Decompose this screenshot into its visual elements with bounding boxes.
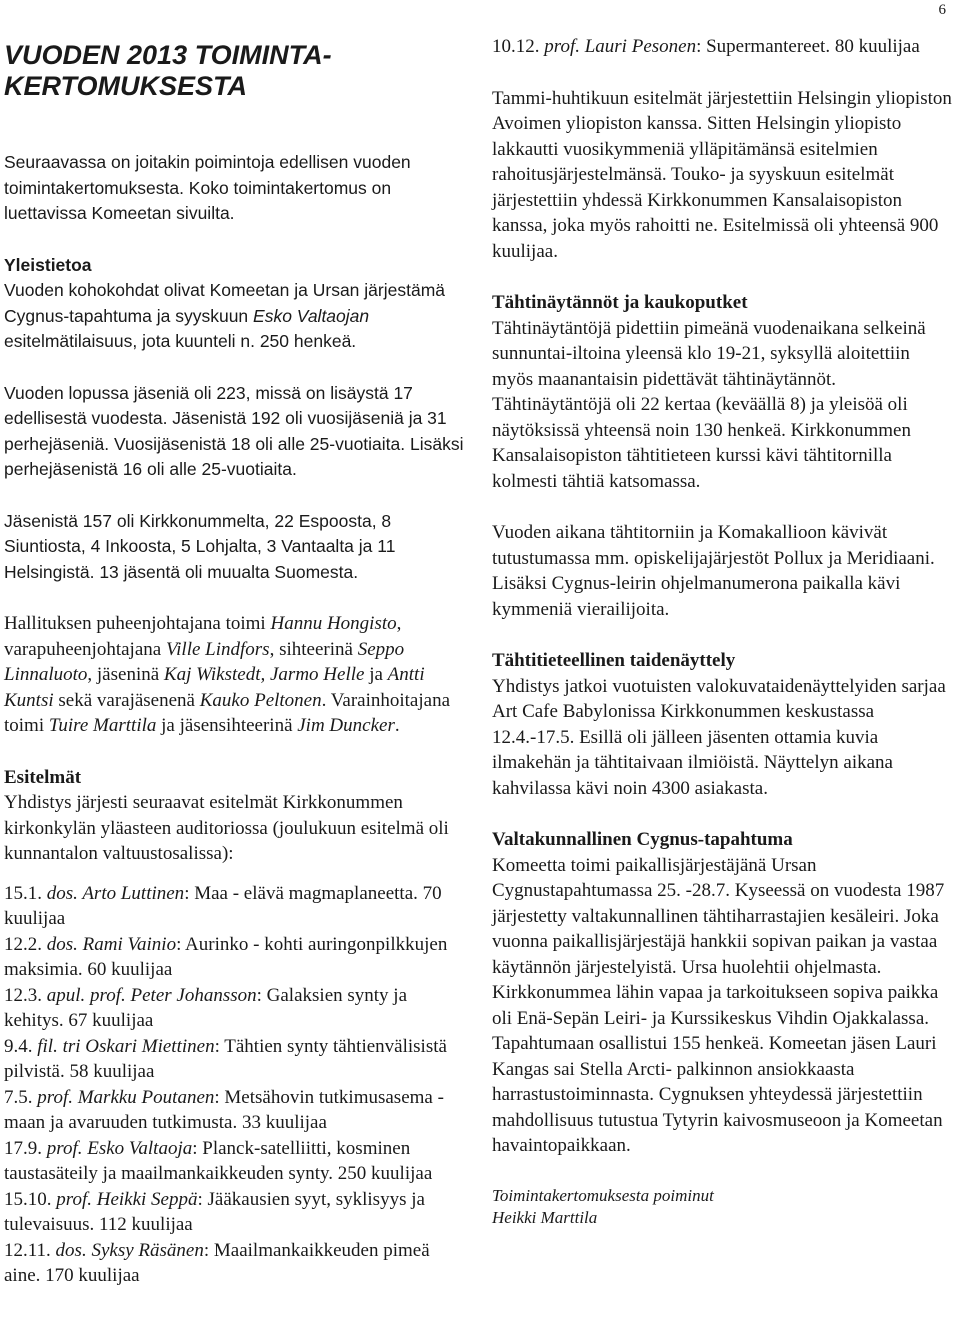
board-vice: Ville Lindfors bbox=[165, 638, 270, 660]
lecture-date: 12.11. bbox=[4, 1239, 56, 1261]
lecture-speaker: Arto Luttinen bbox=[77, 882, 185, 904]
lecture-title: dos. bbox=[46, 882, 78, 904]
board-membership-secretary: Jim Duncker bbox=[297, 715, 395, 736]
intro-paragraph: Seuraavassa on joitakin poimintoja edellisen vuoden toimintakertomuksesta. Koko toimintakertomus on luettavissa Komeetan sivuilta. bbox=[4, 152, 411, 223]
shows-heading: Tähtinäytännöt ja kaukoputket bbox=[492, 292, 748, 313]
lecture-title: prof. bbox=[37, 1086, 73, 1108]
article-title: VUODEN 2013 TOIMINTA-KERTOMUKSESTA bbox=[4, 40, 332, 101]
lecture-topic: : Maa - elävä magmaplaneetta. 70 kuulijaa bbox=[4, 882, 442, 929]
board-secretary: Seppo Linnaluoto bbox=[4, 638, 405, 685]
board-text: . Varainhoitajana toimi bbox=[4, 689, 451, 736]
board-members: Kaj Wikstedt, Jarmo Helle bbox=[163, 664, 365, 685]
lecture-topic: : Aurinko - kohti auringonpilkkujen maksimia. 60 kuulijaa bbox=[4, 933, 448, 980]
lecture-speaker: Syksy Räsänen bbox=[86, 1239, 204, 1261]
board-deputy: Kauko Peltonen bbox=[199, 689, 322, 711]
lecture-topic: : Galaksien synty ja kehitys. 67 kuulijaa bbox=[4, 984, 408, 1031]
visits-paragraph: Vuoden aikana tähtitorniin ja Komakallioon kävivät tutustumassa mm. opiskelijajärjestöt Pollux ja Meridiaani. Lisäksi Cygnus-leirin ohjelmanumerona paikalla kävi kymmeniä vierailijoita. bbox=[492, 522, 935, 620]
general-heading: Yleistietoa bbox=[4, 254, 92, 275]
page-number: 6 bbox=[938, 2, 946, 18]
lecture-topic: : Tähtien synty tähtienvälisistä pilvistä. 58 kuulijaa bbox=[4, 1035, 447, 1082]
lecture-title: apul. prof. bbox=[46, 984, 126, 1006]
lecture-topic: : Supermantereet. 80 kuulijaa bbox=[696, 36, 920, 57]
shows-text: Tähtinäytäntöjä pidettiin pimeänä vuodenaikana selkeinä sunnuntai-iltoina yleensä klo 19-21, syksyllä aloitettiin myös maanantaisin pidettävät tähtinäytännöt. Tähtinäytäntöjä oli 22 kertaa (keväällä 8) ja yleisöä oli näytöksissä yhteensä noin 130 henkeä. Kirkkonummen Kansalaisopiston tähtitieteen kurssi kävi tähtitornilla kolmesti tähtiä katsomassa. bbox=[492, 317, 926, 492]
lecture-speaker: Heikki Seppä bbox=[91, 1188, 198, 1210]
lecture-item bbox=[4, 1034, 466, 1085]
lecture-speaker: Lauri Pesonen bbox=[579, 36, 697, 57]
left-column bbox=[4, 0, 466, 1289]
lecture-date: 15.10. bbox=[4, 1188, 57, 1210]
lecture-speaker: Peter Johansson bbox=[125, 984, 257, 1006]
board-text: Hallituksen puheenjohtajana toimi bbox=[4, 613, 271, 634]
general-name: Esko Valtaojan bbox=[253, 305, 370, 326]
board-text: , jäseninä bbox=[87, 664, 164, 685]
signature bbox=[492, 1185, 954, 1229]
lecture-date: 12.2. bbox=[4, 933, 47, 955]
art-section bbox=[492, 648, 954, 801]
lecture-title: prof. bbox=[544, 36, 580, 57]
lecture-item bbox=[4, 1187, 466, 1238]
right-column bbox=[492, 34, 954, 1255]
members-paragraph-2: Jäsenistä 157 oli Kirkkonummelta, 22 Espoosta, 8 Siuntiosta, 4 Inkoosta, 5 Lohjalta, 3 Vantaalta ja 11 Helsingistä. 13 jäsentä oli muualta Suomesta. bbox=[4, 510, 396, 582]
lecture-date: 15.1. bbox=[4, 882, 47, 904]
board-member-last: Antti Kuntsi bbox=[4, 664, 425, 711]
lecture-speaker: Esko Valtaoja bbox=[82, 1137, 193, 1159]
courses-paragraph: Tammi-huhtikuun esitelmät järjestettiin Helsingin yliopiston Avoimen yliopiston kanssa. Sitten Helsingin yliopisto lakkautti vuosikymmeniä ylläpitämänsä esitelmien rahoitusjärjestelmänsä. Touko- ja syyskuun esitelmät järjestettiin yhdessä Kirkkonummen Kansalaisopiston kanssa, joka myös rahoitti ne. Esitelmissä oli yhteensä 900 kuulijaa. bbox=[492, 87, 952, 262]
lecture-speaker: Rami Vainio bbox=[77, 933, 177, 955]
lecture-item bbox=[4, 983, 466, 1034]
cygnus-text: Komeetta toimi paikallisjärjestäjänä Ursan Cygnustapahtumassa 25. -28.7. Kyseessä on vuodesta 1987 järjestetty valtakunnallinen tähtiharrastajien kesäleiri. Joka vuonna paikallisjärjestäjä hankkii sopivan paikan ja vastaa käytännön järjestelyistä. Ursa huolehtii ohjelmasta. Kirkkonummea lähin vapaa ja tarkoitukseen sopiva paikka oli Enä-Sepän Leiri- ja Kurssikeskus Vihdin Ojakkalassa. Tapahtumaan osallistui 155 henkeä. Komeetan jäsen Lauri Kangas sai Stella Arcti- palkinnon ansiokkaasta harrastustoiminnasta. Cygnuksen yhteydessä järjestettiin mahdollisuus tutustua Tytyrin kaivosmuseoon ja Komeetan havaintopaikkaan. bbox=[492, 854, 945, 1156]
board-paragraph bbox=[4, 611, 466, 739]
lecture-item bbox=[4, 1136, 466, 1187]
lecture-topic: : Maailmankaikkeuden pimeä aine. 170 kuulijaa bbox=[4, 1239, 430, 1286]
lectures-heading: Esitelmät bbox=[4, 766, 82, 788]
lecture-item bbox=[4, 932, 466, 983]
lecture-title: prof. bbox=[46, 1137, 83, 1159]
art-heading: Tähtitieteellinen taidenäyttely bbox=[492, 650, 736, 671]
board-chair: Hannu Hongisto bbox=[270, 613, 397, 634]
lecture-item bbox=[4, 1085, 466, 1136]
lecture-list bbox=[4, 881, 466, 1289]
lecture-date: 17.9. bbox=[4, 1137, 47, 1159]
board-text: ja bbox=[364, 664, 388, 685]
general-text-2: esitelmätilaisuus, jota kuunteli n. 250 henkeä. bbox=[4, 331, 357, 351]
lecture-date: 10.12. bbox=[492, 36, 545, 57]
lecture-item bbox=[4, 1238, 466, 1289]
lecture-title: prof. bbox=[56, 1188, 92, 1210]
signature-name: Heikki Marttila bbox=[492, 1207, 598, 1227]
lecture-title: fil. tri bbox=[37, 1035, 81, 1057]
lecture-date: 9.4. bbox=[4, 1035, 38, 1057]
general-text-1: Vuoden kohokohdat olivat Komeetan ja Ursan järjestämä Cygnus-tapahtuma ja syyskuun bbox=[4, 280, 446, 326]
lecture-speaker: Oskari Miettinen bbox=[80, 1035, 215, 1057]
lecture-date: 7.5. bbox=[4, 1086, 38, 1108]
lecture-date: 12.3. bbox=[4, 984, 47, 1006]
lecture-topic: : Jääkausien syyt, syklisyys ja tulevaisuus. 112 kuulijaa bbox=[4, 1188, 425, 1235]
board-text: . bbox=[394, 715, 400, 736]
lecture-topic: : Planck-satelliitti, kosminen taustasäteily ja maailmankaikkeuden synty. 250 kuulijaa bbox=[4, 1137, 433, 1184]
cygnus-section bbox=[492, 827, 954, 1159]
board-text: , varapuheenjohtajana bbox=[4, 613, 402, 660]
board-text: ja jäsensihteerinä bbox=[156, 715, 298, 736]
lecture-speaker: Markku Poutanen bbox=[72, 1086, 215, 1108]
board-text: , sihteerinä bbox=[269, 638, 358, 660]
lectures-section bbox=[4, 765, 466, 867]
cygnus-heading: Valtakunnallinen Cygnus-tapahtuma bbox=[492, 829, 793, 850]
art-text: Yhdistys jatkoi vuotuisten valokuvataidenäyttelyiden sarjaa Art Cafe Babylonissa Kirkkonummen keskustassa 12.4.-17.5. Esillä oli jälleen jäsenten ottamia kuvia ilmakehän ja tähtitaivaan ilmiöistä. Näyttelyn aikana kahvilassa kävi noin 4300 asiakasta. bbox=[492, 675, 946, 799]
signature-line-1: Toimintakertomuksesta poiminut bbox=[492, 1185, 714, 1205]
board-treasurer: Tuire Marttila bbox=[48, 715, 157, 736]
lecture-title: dos. bbox=[55, 1239, 87, 1261]
general-section bbox=[4, 253, 466, 355]
shows-section bbox=[492, 290, 954, 494]
lecture-topic: : Metsähovin tutkimusasema - maan ja avaruuden tutkimusta. 33 kuulijaa bbox=[4, 1086, 444, 1133]
lectures-intro: Yhdistys järjesti seuraavat esitelmät Kirkkonummen kirkonkylän yläasteen auditoriossa (joulukuun esitelmä oli kunnantalon valtuustosalissa): bbox=[4, 792, 449, 864]
board-text: sekä varajäsenenä bbox=[53, 689, 200, 711]
lecture-title: dos. bbox=[46, 933, 78, 955]
lecture-item-last bbox=[492, 34, 954, 60]
lecture-item bbox=[4, 881, 466, 932]
members-paragraph-1: Vuoden lopussa jäseniä oli 223, missä on lisäystä 17 edellisestä vuodesta. Jäsenistä 192 oli vuosijäseniä ja 31 perhejäseniä. Vuosijäsenistä 18 oli alle 25-vuotiaita. Lisäksi perhejäsenistä 16 oli alle 25-vuotiaita. bbox=[4, 382, 464, 479]
